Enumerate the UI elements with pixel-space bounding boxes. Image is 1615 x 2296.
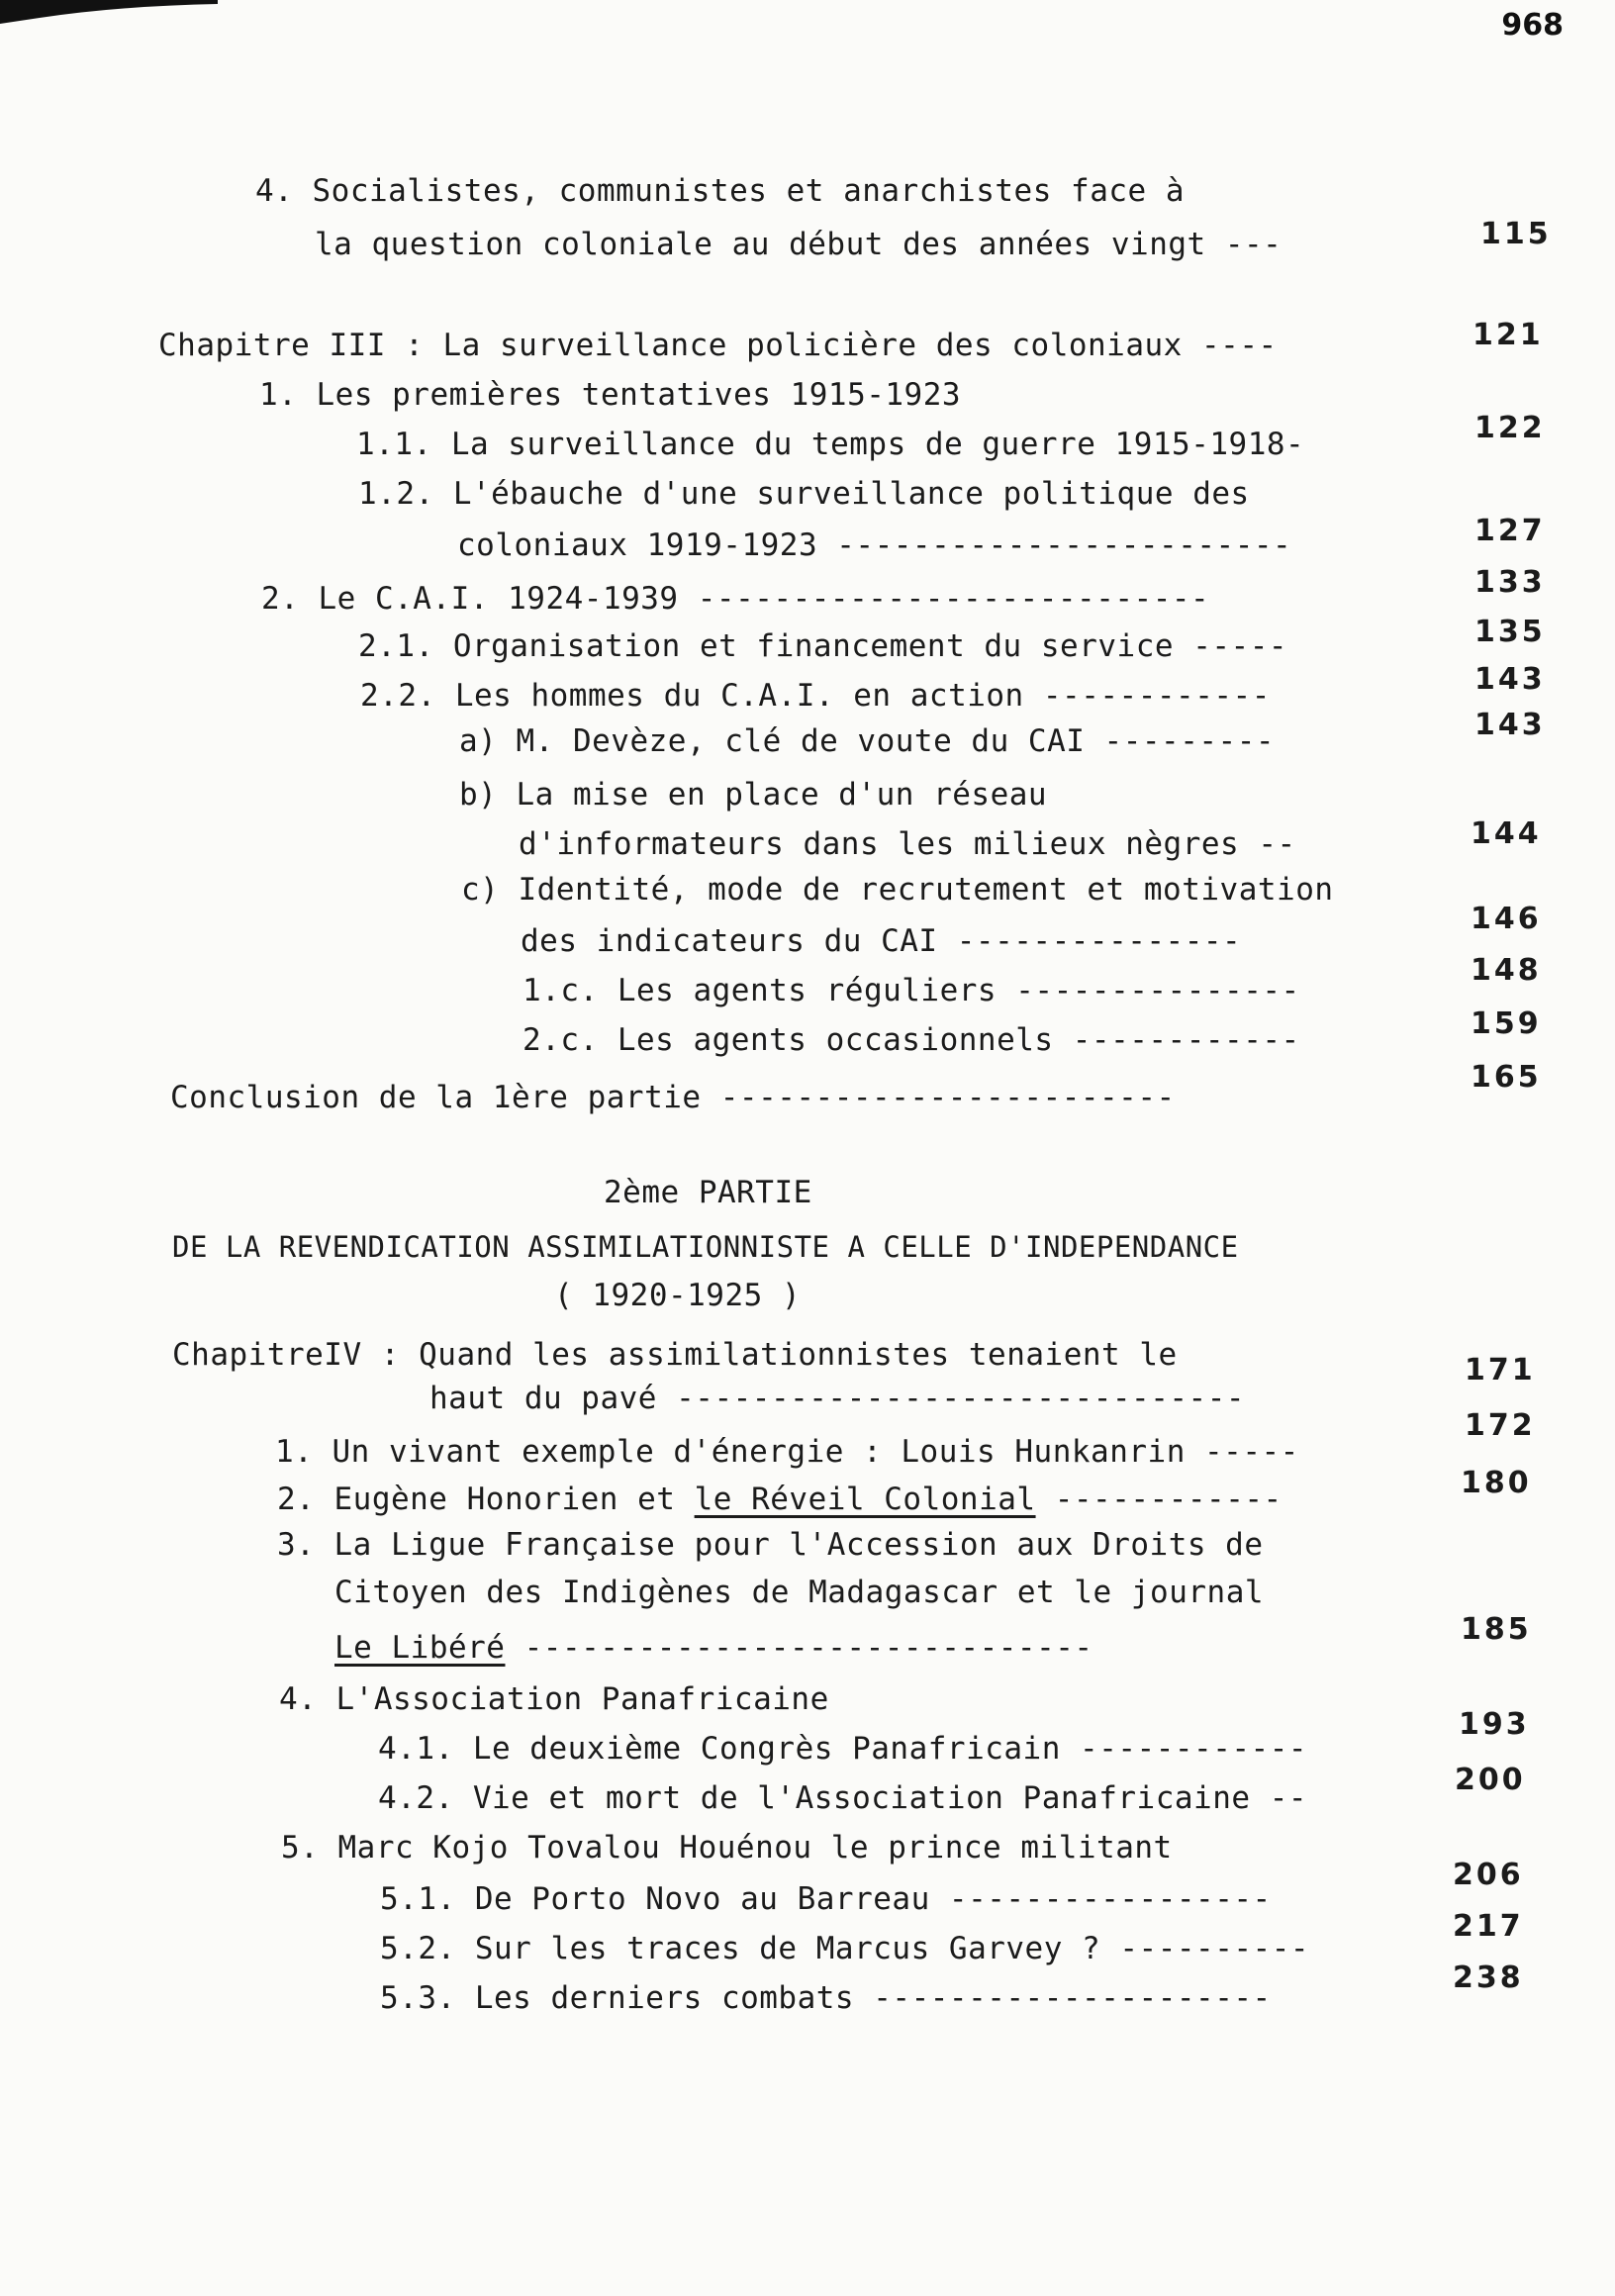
- toc-line: Citoyen des Indigènes de Madagascar et le journal: [334, 1575, 1265, 1610]
- page-number: 968: [1501, 8, 1564, 43]
- part-heading: 2ème PARTIE: [604, 1175, 812, 1210]
- toc-line: coloniaux 1919-1923 ------------------------: [457, 527, 1292, 563]
- journal-title: Le Libéré: [334, 1630, 506, 1666]
- toc-line: ChapitreIV : Quand les assimilationnistes tenaient le: [172, 1337, 1178, 1373]
- toc-line: [334, 1630, 1093, 1666]
- toc-page: 180: [1461, 1466, 1532, 1500]
- toc-line-leader: ------------------------------: [505, 1630, 1093, 1666]
- journal-title: le Réveil Colonial: [694, 1482, 1036, 1517]
- toc-page: 171: [1465, 1353, 1536, 1387]
- toc-page: 200: [1455, 1763, 1526, 1797]
- toc-line: 2.2. Les hommes du C.A.I. en action ------------: [360, 678, 1271, 714]
- toc-page: 135: [1474, 615, 1546, 649]
- toc-line: d'informateurs dans les milieux nègres --: [519, 826, 1296, 862]
- toc-line: 4.2. Vie et mort de l'Association Panafricaine --: [378, 1780, 1308, 1816]
- toc-line: c) Identité, mode de recrutement et motivation: [461, 872, 1334, 908]
- toc-line: Conclusion de la 1ère partie ------------------------: [170, 1080, 1176, 1115]
- toc-line: 1. Les premières tentatives 1915-1923: [259, 377, 962, 413]
- toc-line: 5.1. De Porto Novo au Barreau -----------------: [380, 1881, 1272, 1917]
- toc-line: 4. L'Association Panafricaine: [279, 1681, 829, 1717]
- toc-line: [277, 1484, 1282, 1515]
- toc-line: 5.3. Les derniers combats ---------------------: [380, 1980, 1272, 2016]
- part-dates: ( 1920-1925 ): [554, 1278, 802, 1313]
- toc-line: des indicateurs du CAI ---------------: [521, 923, 1242, 959]
- toc-line: 2. Le C.A.I. 1924-1939 ---------------------------: [261, 581, 1210, 617]
- toc-line-text: 2. Eugène Honorien et: [277, 1482, 695, 1517]
- toc-line: 2.1. Organisation et financement du service -----: [358, 628, 1288, 664]
- toc-page: 148: [1471, 953, 1542, 988]
- toc-line: 1.2. L'ébauche d'une surveillance politique des: [358, 476, 1250, 512]
- toc-page: 121: [1472, 318, 1544, 352]
- toc-page: 143: [1474, 708, 1546, 742]
- toc-page: 165: [1471, 1060, 1542, 1095]
- toc-line: 5. Marc Kojo Tovalou Houénou le prince militant: [281, 1830, 1173, 1866]
- toc-page: 143: [1474, 662, 1546, 697]
- toc-line: haut du pavé ------------------------------: [429, 1381, 1246, 1416]
- toc-page: 217: [1453, 1909, 1524, 1944]
- toc-page: 115: [1480, 217, 1552, 251]
- toc-line: Chapitre III : La surveillance policière des coloniaux ----: [158, 328, 1278, 363]
- toc-page: 185: [1461, 1612, 1532, 1647]
- toc-page: 122: [1474, 411, 1546, 445]
- toc-page: 159: [1471, 1006, 1542, 1041]
- toc-page: 238: [1453, 1961, 1524, 1995]
- toc-line: 1. Un vivant exemple d'énergie : Louis Hunkanrin -----: [275, 1434, 1299, 1470]
- toc-page: 144: [1471, 816, 1542, 851]
- toc-line: 4. Socialistes, communistes et anarchistes face à: [255, 173, 1186, 209]
- toc-page: 172: [1465, 1408, 1536, 1443]
- scan-corner-mark: [0, 0, 218, 26]
- toc-page: 146: [1471, 902, 1542, 936]
- toc-line-leader: ------------: [1035, 1482, 1282, 1517]
- toc-line: 3. La Ligue Française pour l'Accession aux Droits de: [277, 1527, 1264, 1563]
- toc-line: 5.2. Sur les traces de Marcus Garvey ? ----------: [380, 1931, 1310, 1966]
- toc-page: 193: [1459, 1707, 1530, 1742]
- toc-line: a) M. Devèze, clé de voute du CAI ---------: [459, 723, 1276, 759]
- toc-line: 2.c. Les agents occasionnels ------------: [522, 1022, 1300, 1058]
- toc-page: 206: [1453, 1858, 1524, 1892]
- toc-line: 1.1. La surveillance du temps de guerre 1915-1918-: [356, 427, 1305, 462]
- toc-page: 133: [1474, 565, 1546, 600]
- part-title: DE LA REVENDICATION ASSIMILATIONNISTE A CELLE D'INDEPENDANCE: [172, 1230, 1239, 1264]
- toc-page: 127: [1474, 514, 1546, 548]
- toc-line: la question coloniale au début des années vingt ---: [315, 227, 1282, 262]
- toc-line: 1.c. Les agents réguliers ---------------: [522, 973, 1300, 1008]
- toc-line: b) La mise en place d'un réseau: [459, 777, 1048, 813]
- toc-line: 4.1. Le deuxième Congrès Panafricain ------------: [378, 1731, 1308, 1767]
